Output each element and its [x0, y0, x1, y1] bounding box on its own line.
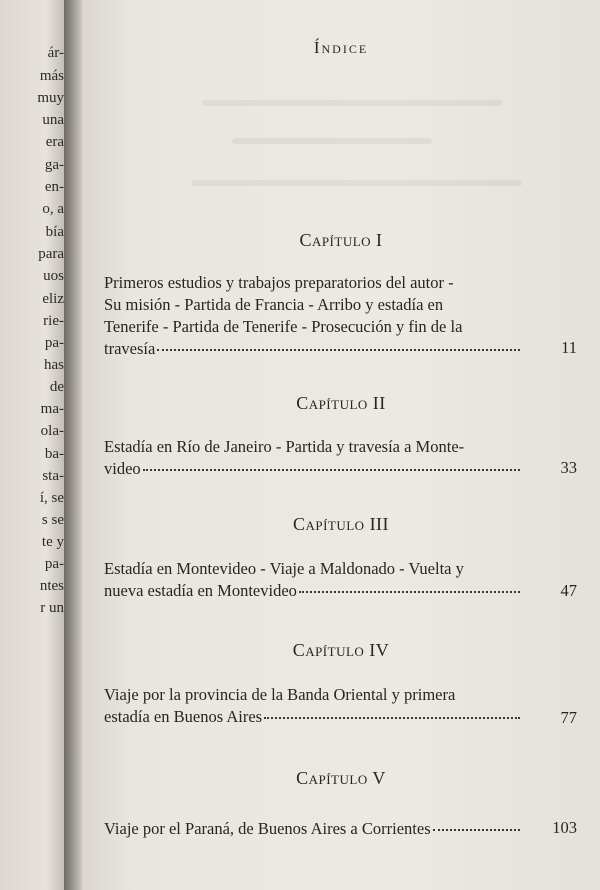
chapter-heading: Capítulo III — [292, 514, 390, 534]
book-gutter — [64, 0, 84, 890]
dot-leader — [264, 717, 520, 719]
left-page-fragment: o, a — [42, 201, 64, 217]
left-page-fragment: más — [39, 68, 64, 84]
chapter-heading: Capítulo V — [296, 768, 386, 788]
entry-line: nueva estadía en Montevideo — [104, 581, 297, 600]
dot-leader — [433, 829, 520, 831]
left-page-fragment: para — [38, 246, 64, 262]
left-page-fragment: pa- — [44, 556, 64, 572]
entry-last-line — [104, 458, 524, 480]
left-page-fragment: rie- — [43, 313, 64, 329]
left-page-fragment: r un — [40, 600, 64, 616]
show-through — [192, 180, 522, 186]
left-page-fragment: ba- — [44, 446, 64, 462]
entry-last-line — [104, 818, 524, 840]
left-page-fragment: muy — [37, 90, 64, 106]
left-page-fragment: te y — [41, 534, 64, 550]
chapter-heading: Capítulo II — [296, 393, 386, 413]
toc-entry[interactable] — [104, 684, 524, 728]
page-title: Índice — [313, 38, 369, 57]
show-through — [232, 138, 432, 144]
left-page-fragment: ola- — [40, 423, 64, 439]
toc-entry[interactable] — [104, 558, 524, 602]
toc-entry[interactable] — [104, 272, 524, 360]
page-number: 77 — [560, 708, 577, 727]
dot-leader — [157, 349, 520, 351]
left-page-fragment: en- — [44, 179, 64, 195]
entry-last-line — [104, 338, 524, 360]
left-page-fragment: sta- — [42, 468, 64, 484]
chapter-heading: Capítulo I — [299, 230, 383, 250]
entry-line: Tenerife - Partida de Tenerife - Prosecución y fin de la — [104, 317, 463, 336]
left-page-fragment: s se — [41, 512, 64, 528]
entry-line: video — [104, 459, 141, 478]
left-page-fragment: ár- — [47, 45, 64, 61]
left-page-fragment: era — [45, 134, 64, 150]
left-page-edge — [0, 0, 66, 890]
left-page-fragment: pa- — [44, 335, 64, 351]
index-page — [82, 0, 600, 890]
dot-leader — [299, 591, 520, 593]
entry-last-line — [104, 706, 524, 728]
page-number: 47 — [560, 581, 577, 600]
left-page-fragment: í, se — [39, 490, 64, 506]
left-page-fragment: bía — [45, 224, 64, 240]
left-page-fragment: ntes — [39, 578, 64, 594]
page-number: 33 — [560, 458, 577, 477]
left-page-fragment: eliz — [42, 291, 64, 307]
entry-line: travesía — [104, 339, 156, 358]
left-page-fragment: de — [49, 379, 64, 395]
entry-line: Estadía en Río de Janeiro - Partida y travesía a Monte- — [104, 437, 465, 456]
left-page-fragment: ma- — [40, 401, 64, 417]
entry-line: Primeros estudios y trabajos preparatorios del autor - — [104, 273, 454, 292]
entry-line: Su misión - Partida de Francia - Arribo y estadía en — [104, 295, 444, 314]
entry-line: Estadía en Montevideo - Viaje a Maldonado - Vuelta y — [104, 559, 464, 578]
left-page-fragment: uos — [43, 268, 64, 284]
show-through — [202, 100, 502, 106]
left-page-fragment: ga- — [44, 157, 64, 173]
chapter-heading: Capítulo IV — [292, 640, 390, 660]
page-number: 11 — [561, 338, 577, 357]
entry-line: Viaje por el Paraná, de Buenos Aires a Corrientes — [104, 819, 431, 838]
left-page-fragment: has — [44, 357, 64, 373]
page-number: 103 — [552, 818, 577, 837]
dot-leader — [143, 469, 520, 471]
left-page-fragment: una — [42, 112, 64, 128]
entry-last-line — [104, 580, 524, 602]
toc-entry[interactable] — [104, 436, 524, 480]
toc-entry[interactable] — [104, 818, 524, 840]
entry-line: Viaje por la provincia de la Banda Oriental y primera — [104, 685, 456, 704]
entry-line: estadía en Buenos Aires — [104, 707, 263, 726]
